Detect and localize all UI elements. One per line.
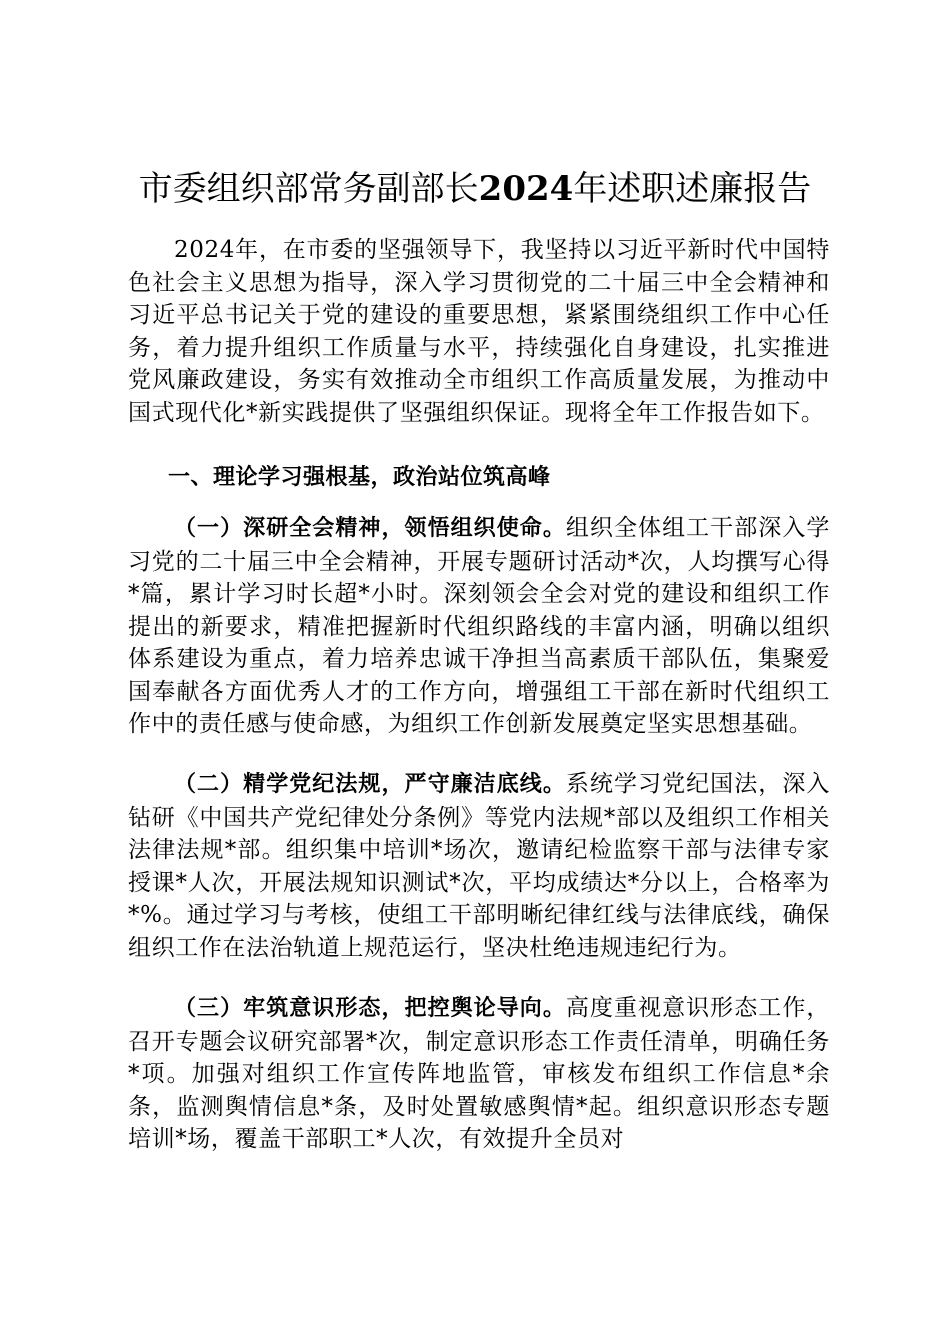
- item-paragraph-3: [128, 992, 830, 1156]
- intro-paragraph: 2024年，在市委的坚强领导下，我坚持以习近平新时代中国特色社会主义思想为指导，深入学习贯彻党的二十届三中全会精神和习近平总书记关于党的建设的重要思想，紧紧围绕组织工作中心任务，着力提升组织工作质量与水平，持续强化自身建设，扎实推进党风廉政建设，务实有效推动全市组织工作高质量发展，为推动中国式现代化*新实践提供了坚强组织保证。现将全年工作报告如下。: [128, 237, 830, 426]
- title-year: 2024: [478, 169, 574, 209]
- item-lead-3: （三）牢筑意识形态，把控舆论导向。: [174, 996, 566, 1021]
- title-prefix: 市委组织部常务副部长: [138, 169, 479, 209]
- title-suffix: 年述职述廉报告: [573, 169, 812, 209]
- item-lead-2: （二）精学党纪法规，严守廉洁底线。: [174, 772, 566, 797]
- section-heading-1: 一、理论学习强根基，政治站位筑高峰: [168, 465, 551, 490]
- item-lead-1: （一）深研全会精神，领悟组织使命。: [174, 516, 566, 541]
- document-title: [120, 166, 830, 212]
- item-paragraph-1: [128, 512, 830, 741]
- item-text-1: 组织全体组工干部深入学习党的二十届三中全会精神，开展专题研讨活动*次，人均撰写心得*篇，累计学习时长超*小时。深刻领会全会对党的建设和组织工作提出的新要求，精准把握新时代组织路线的丰富内涵，明确以组织体系建设为重点，着力培养忠诚干净担当高素质干部队伍，集聚爱国奉献各方面优秀人才的工作方向，增强组工干部在新时代组织工作中的责任感与使命感，为组织工作创新发展奠定坚实思想基础。: [128, 515, 830, 737]
- item-paragraph-2: [128, 768, 830, 964]
- item-text-3: 高度重视意识形态工作，召开专题会议研究部署*次，制定意识形态工作责任清单，明确任务*项。加强对组织工作宣传阵地监管，审核发布组织工作信息*余条，监测舆情信息*条，及时处置敏感舆情*起。组织意识形态专题培训*场，覆盖干部职工*人次，有效提升全员对: [128, 995, 830, 1152]
- item-text-2: 系统学习党纪国法，深入钻研《中国共产党纪律处分条例》等党内法规*部以及组织工作相关法律法规*部。组织集中培训*场次，邀请纪检监察干部与法律专家授课*人次，开展法规知识测试*次，平均成绩达*分以上，合格率为*%。通过学习与考核，使组工干部明晰纪律红线与法律底线，确保组织工作在法治轨道上规范运行，坚决杜绝违规违纪行为。: [128, 771, 830, 961]
